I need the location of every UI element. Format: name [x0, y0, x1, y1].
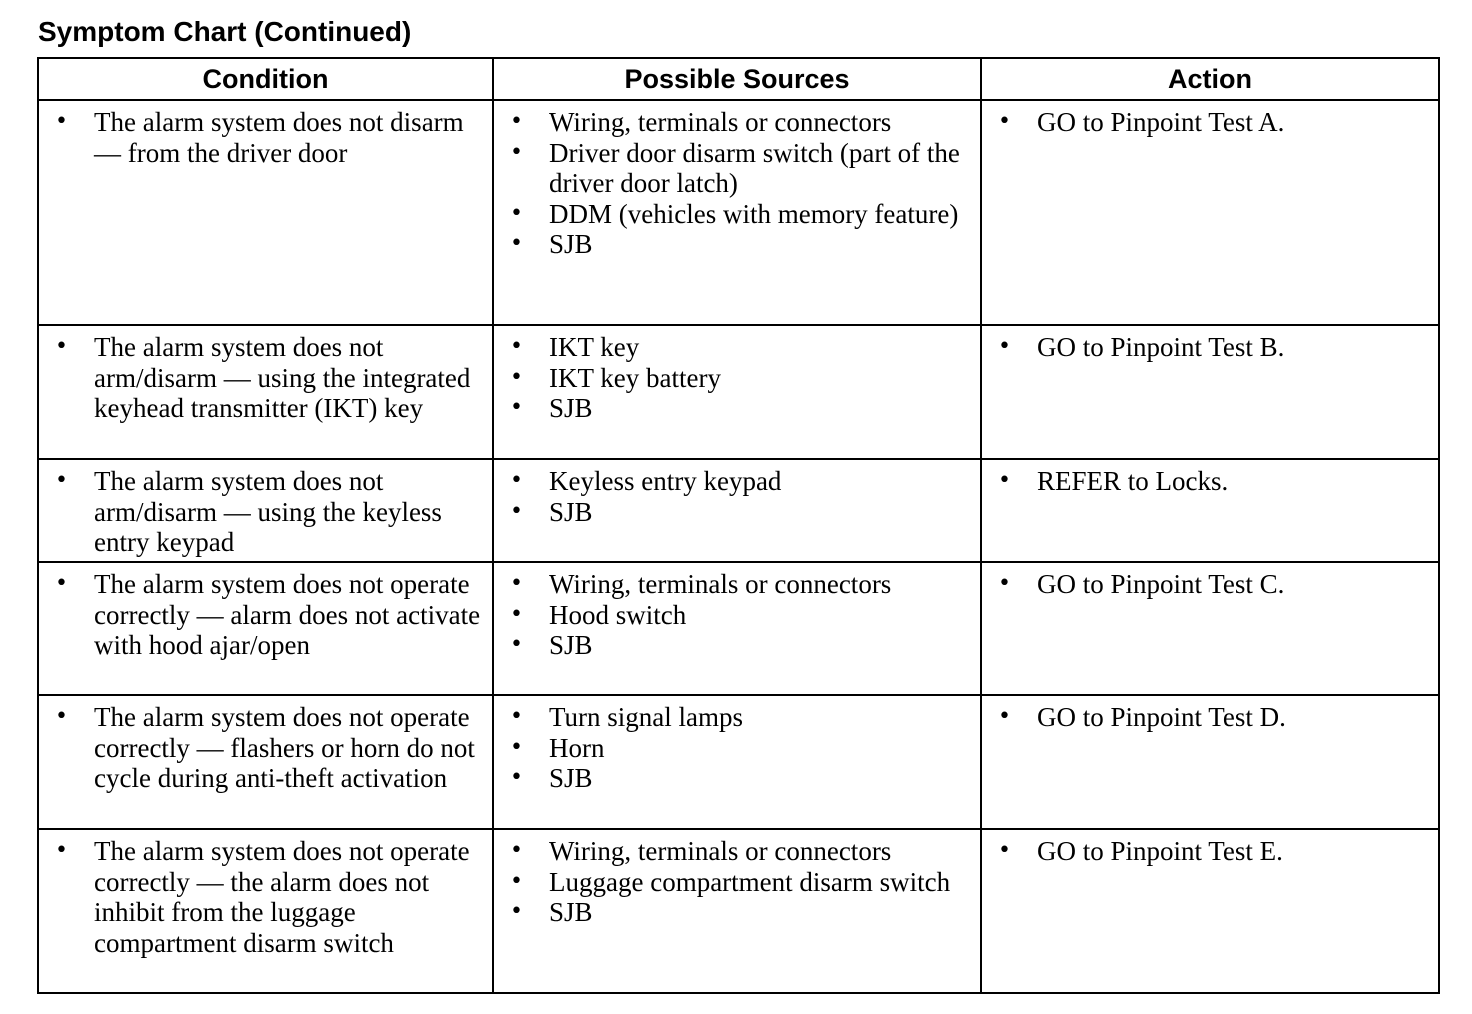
table-row: [38, 459, 1439, 562]
action-text: • GO to Pinpoint Test C.: [1037, 569, 1428, 600]
action-cell: [981, 100, 1439, 325]
source-item: • Luggage compartment disarm switch: [549, 867, 970, 898]
source-item: • SJB: [549, 497, 970, 528]
table-row: [38, 100, 1439, 325]
action-text: • REFER to Locks.: [1037, 466, 1428, 497]
source-item: • SJB: [549, 763, 970, 794]
action-text: • GO to Pinpoint Test E.: [1037, 836, 1428, 867]
sources-cell: [493, 325, 981, 459]
action-cell: [981, 459, 1439, 562]
sources-cell: [493, 100, 981, 325]
table-row: [38, 695, 1439, 829]
source-item: • IKT key battery: [549, 363, 970, 394]
condition-text: • The alarm system does not operate correctly — the alarm does not inhibit from the luggage compartment disarm switch: [94, 836, 482, 958]
table-row: [38, 562, 1439, 695]
condition-cell: [38, 829, 493, 993]
condition-text: • The alarm system does not operate correctly — flashers or horn do not cycle during anti-theft activation: [94, 702, 482, 794]
header-possible-sources: Possible Sources: [493, 58, 981, 100]
sources-cell: [493, 459, 981, 562]
source-item: • SJB: [549, 630, 970, 661]
source-item: • SJB: [549, 897, 970, 928]
action-cell: [981, 695, 1439, 829]
sources-cell: [493, 562, 981, 695]
source-item: • Wiring, terminals or connectors: [549, 569, 970, 600]
action-text: • GO to Pinpoint Test B.: [1037, 332, 1428, 363]
source-item: • Wiring, terminals or connectors: [549, 836, 970, 867]
action-cell: [981, 562, 1439, 695]
condition-cell: [38, 325, 493, 459]
source-item: • Wiring, terminals or connectors: [549, 107, 970, 138]
source-item: • Turn signal lamps: [549, 702, 970, 733]
source-item: • SJB: [549, 229, 970, 260]
page-title: Symptom Chart (Continued): [38, 16, 412, 47]
table-row: [38, 325, 1439, 459]
source-item: • Horn: [549, 733, 970, 764]
action-cell: [981, 829, 1439, 993]
condition-cell: [38, 459, 493, 562]
condition-text: • The alarm system does not operate correctly — alarm does not activate with hood ajar/open: [94, 569, 482, 661]
condition-text: • The alarm system does not arm/disarm — using the keyless entry keypad: [94, 466, 482, 558]
source-item: • Driver door disarm switch (part of the driver door latch): [549, 138, 970, 199]
condition-text: • The alarm system does not arm/disarm — using the integrated keyhead transmitter (IKT) key: [94, 332, 482, 424]
sources-cell: [493, 829, 981, 993]
condition-cell: [38, 562, 493, 695]
source-item: • IKT key: [549, 332, 970, 363]
action-text: • GO to Pinpoint Test D.: [1037, 702, 1428, 733]
condition-cell: [38, 695, 493, 829]
source-item: • DDM (vehicles with memory feature): [549, 199, 970, 230]
source-item: • Keyless entry keypad: [549, 466, 970, 497]
sources-cell: [493, 695, 981, 829]
table-row: [38, 829, 1439, 993]
condition-text: • The alarm system does not disarm — from the driver door: [94, 107, 482, 168]
condition-cell: [38, 100, 493, 325]
source-item: • SJB: [549, 393, 970, 424]
source-item: • Hood switch: [549, 600, 970, 631]
symptom-chart-table: [37, 57, 1440, 994]
header-condition: Condition: [38, 58, 493, 100]
action-cell: [981, 325, 1439, 459]
action-text: • GO to Pinpoint Test A.: [1037, 107, 1428, 138]
header-action: Action: [981, 58, 1439, 100]
table-header-row: [38, 58, 1439, 100]
